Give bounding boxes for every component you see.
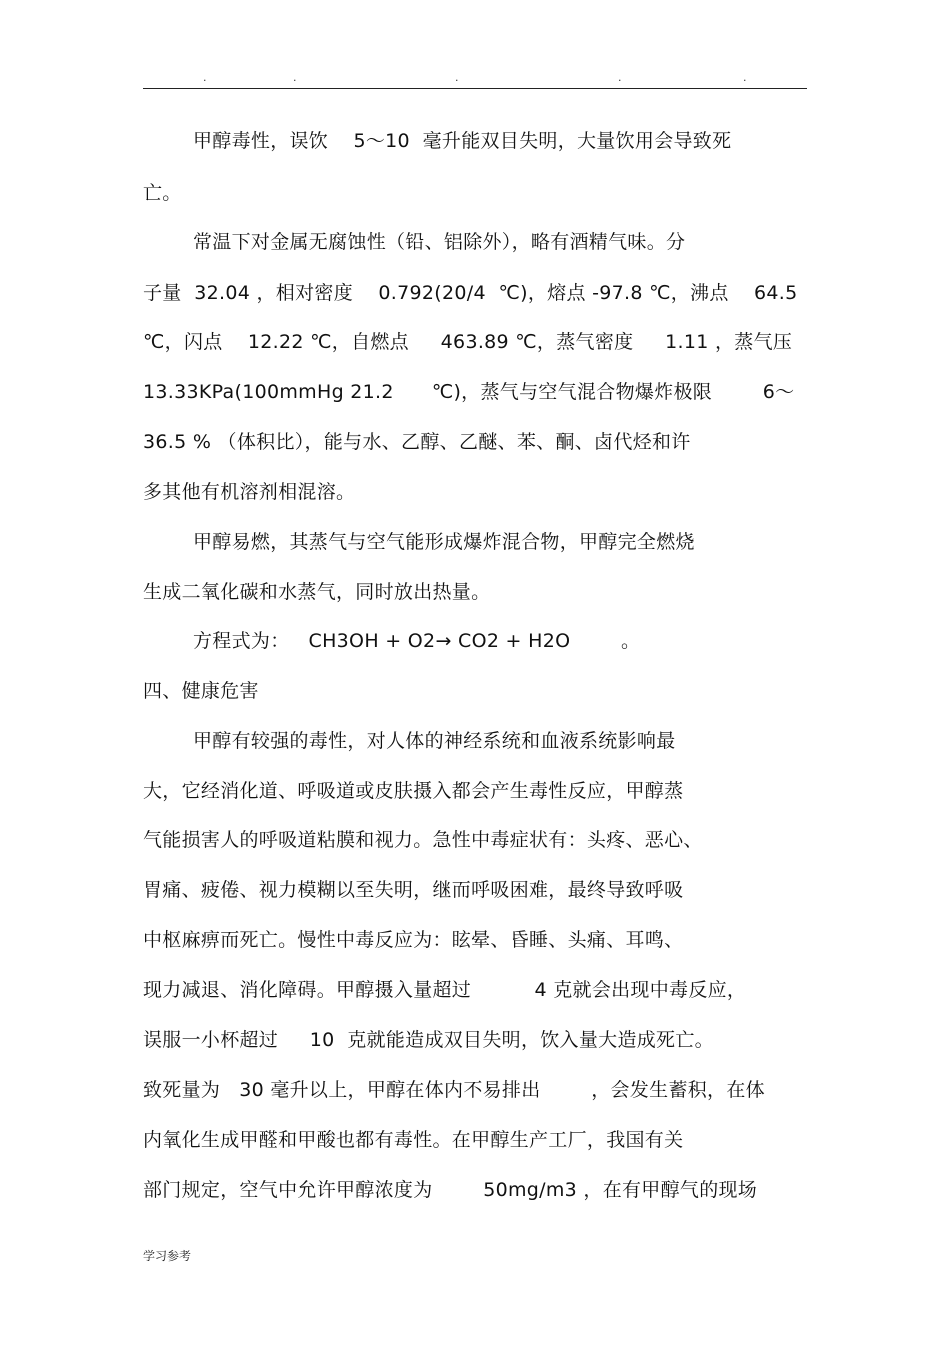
header-dot: . (293, 71, 297, 84)
text-line: 甲醇毒性，误饮 5～10 毫升能双目失明，大量饮用会导致死 (193, 130, 732, 152)
footer-label: 学习参考 (143, 1249, 192, 1263)
text-line: 气能损害人的呼吸道粘膜和视力。急性中毒症状有：头疼、恶心、 (143, 829, 703, 851)
text-line: 胃痛、疲倦、视力模糊以至失明，继而呼吸困难，最终导致呼吸 (143, 879, 684, 901)
text-line: 13.33KPa(100mmHg 21.2 ℃)，蒸气与空气混合物爆炸极限 6～ (143, 381, 795, 403)
text-line: 内氧化生成甲醛和甲酸也都有毒性。在甲醇生产工厂，我国有关 (143, 1129, 684, 1151)
text-line: 甲醇易燃，其蒸气与空气能形成爆炸混合物，甲醇完全燃烧 (193, 531, 695, 553)
text-line: 大，它经消化道、呼吸道或皮肤摄入都会产生毒性反应，甲醇蒸 (143, 780, 684, 802)
header-dot: . (618, 71, 622, 84)
text-line: 生成二氧化碳和水蒸气，同时放出热量。 (143, 581, 491, 603)
header-dot: . (203, 71, 207, 84)
equation-line: 方程式为： CH3OH + O2→ CO2 + H2O 。 (193, 630, 641, 652)
text-line: ℃，闪点 12.22 ℃，自燃点 463.89 ℃，蒸气密度 1.11 ，蒸气压 (143, 331, 793, 353)
text-line: 部门规定，空气中允许甲醇浓度为 50mg/m3 ，在有甲醇气的现场 (143, 1179, 758, 1201)
header-rule (143, 88, 807, 89)
text-line: 甲醇有较强的毒性，对人体的神经系统和血液系统影响最 (193, 730, 676, 752)
text-line: 常温下对金属无腐蚀性（铅、铝除外），略有酒精气味。分 (193, 231, 686, 253)
text-line: 亡。 (143, 182, 182, 204)
text-line: 现力减退、消化障碍。甲醇摄入量超过 4 克就会出现中毒反应， (143, 979, 747, 1001)
header-dot: . (743, 71, 747, 84)
text-line: 中枢麻痹而死亡。慢性中毒反应为：眩晕、昏睡、头痛、耳鸣、 (143, 929, 684, 951)
text-line: 误服一小杯超过 10 克就能造成双目失明，饮入量大造成死亡。 (143, 1029, 714, 1051)
text-line: 多其他有机溶剂相混溶。 (143, 481, 356, 503)
text-line: 36.5 % （体积比），能与水、乙醇、乙醚、苯、酮、卤代烃和许 (143, 431, 691, 453)
text-line: 子量 32.04 ，相对密度 0.792(20/4 ℃)，熔点 -97.8 ℃，沸点 64.5 (143, 282, 798, 304)
header-dot: . (455, 71, 459, 84)
section-heading: 四、健康危害 (143, 680, 259, 702)
text-line: 致死量为 30 毫升以上，甲醇在体内不易排出 ，会发生蓄积，在体 (143, 1079, 765, 1101)
